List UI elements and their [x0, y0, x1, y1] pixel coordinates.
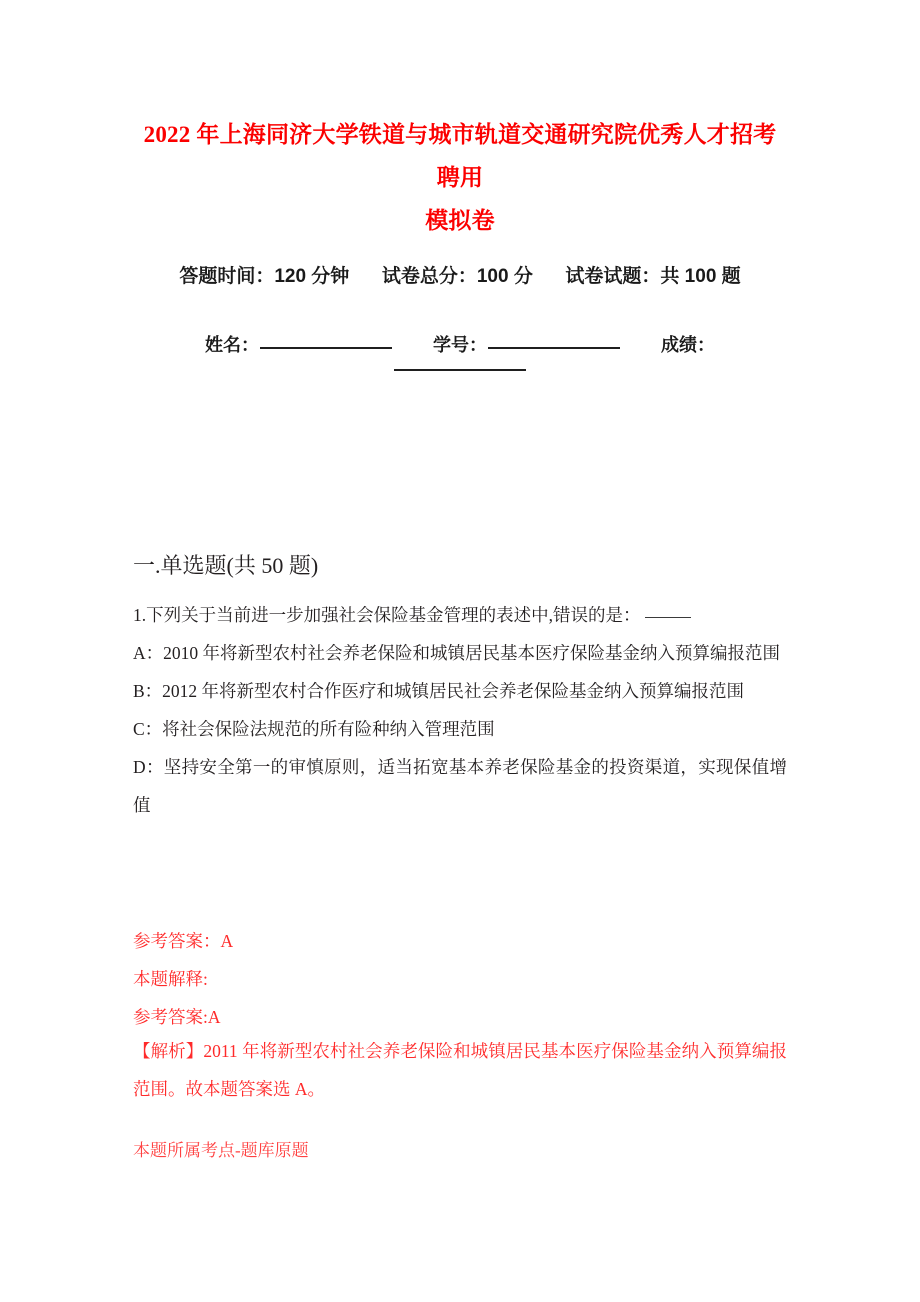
- reference-answer-repeat: 参考答案:A: [133, 1007, 221, 1027]
- student-id-blank-field[interactable]: [488, 347, 620, 349]
- page-title-line-2: 模拟卷: [425, 208, 495, 233]
- score-blank-wrapper: [133, 360, 787, 378]
- score-label: 成绩：: [661, 335, 716, 355]
- option-d[interactable]: D：坚持安全第一的审慎原则，适当拓宽基本养老保险基金的投资渠道，实现保值增值: [133, 757, 787, 815]
- exam-total-score-label: 试卷总分：100 分: [381, 266, 533, 287]
- option-c[interactable]: C：将社会保险法规范的所有险种纳入管理范围: [133, 719, 495, 739]
- question-blank: [645, 617, 691, 618]
- score-blank-field[interactable]: [394, 369, 526, 371]
- option-b[interactable]: B：2012 年将新型农村合作医疗和城镇居民社会养老保险基金纳入预算编报范围: [133, 681, 745, 701]
- name-blank-field[interactable]: [260, 347, 392, 349]
- student-id-label: 学号：: [433, 335, 487, 355]
- name-label: 姓名：: [204, 335, 259, 355]
- exam-time-label: 答题时间：120 分钟: [179, 266, 350, 287]
- knowledge-point: 本题所属考点-题库原题: [133, 1141, 309, 1160]
- exam-info-line: [133, 262, 787, 292]
- answer-block: [133, 922, 787, 1036]
- reference-answer: 参考答案：A: [133, 931, 234, 951]
- page-title-line-1: 2022 年上海同济大学铁道与城市轨道交通研究院优秀人才招考聘用: [143, 122, 777, 190]
- exam-question-count-label: 试卷试题：共 100 题: [565, 266, 741, 287]
- section-heading: 一.单选题(共 50 题): [133, 553, 319, 578]
- question-stem-text: 1.下列关于当前进一步加强社会保险基金管理的表述中,错误的是：: [133, 605, 641, 625]
- question-block: [133, 596, 787, 824]
- explanation-block: [133, 1032, 787, 1108]
- question-stem: [133, 596, 787, 634]
- option-a[interactable]: A：2010 年将新型农村社会养老保险和城镇居民基本医疗保险基金纳入预算编报范围: [133, 643, 781, 663]
- explanation-label: 本题解释:: [133, 969, 208, 989]
- explanation-text: 【解析】2011 年将新型农村社会养老保险和城镇居民基本医疗保险基金纳入预算编报范围。故本题答案选 A。: [133, 1041, 787, 1099]
- page-title: [133, 113, 787, 242]
